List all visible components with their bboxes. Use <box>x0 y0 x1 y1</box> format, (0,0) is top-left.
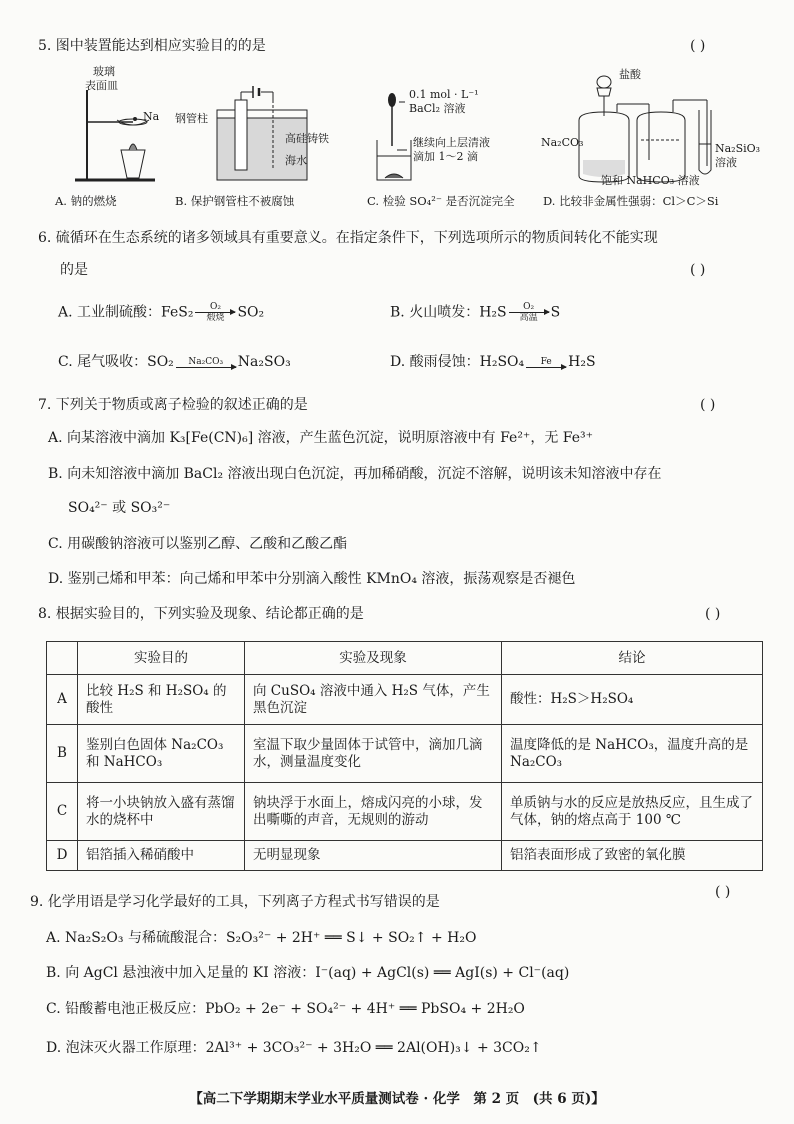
q9-option-c: C. 铅酸蓄电池正极反应：PbO₂ + 2e⁻ + SO₄²⁻ + 4H⁺ ══ PbSO₄ + 2H₂O <box>46 1001 525 1017</box>
table-header-empty <box>47 642 78 675</box>
arrow-right-icon <box>195 312 235 313</box>
q7-option-c: C. 用碳酸钠溶液可以鉴别乙醇、乙酸和乙酸乙酯 <box>48 536 348 552</box>
q9-option-d: D. 泡沫灭火器工作原理：2Al³⁺ + 3CO₃²⁻ + 3H₂O ══ 2Al(OH)₃↓ + 3CO₂↑ <box>46 1040 542 1056</box>
q9-option-b: B. 向 AgCl 悬浊液中加入足量的 KI 溶液：I⁻(aq) + AgCl(s) ══ AgI(s) + Cl⁻(aq) <box>46 965 570 981</box>
q6-d-reactant: D. 酸雨侵蚀：H₂SO₄ <box>390 354 525 370</box>
table-header-row <box>47 642 763 675</box>
row-id: C <box>47 783 78 841</box>
row-id: A <box>47 675 78 725</box>
page-footer: 【高二下学期期末学业水平质量测试卷 · 化学 第 2 页 (共 6 页)】 <box>189 1091 605 1107</box>
q6-b-product: S <box>550 304 561 321</box>
figure-c-label-bacl2: BaCl₂ 溶液 <box>409 102 466 115</box>
q6-a-condition-top: O₂ <box>209 302 221 312</box>
figure-b-label-steel-pipe: 钢管柱 <box>175 112 208 125</box>
q7-stem: 7. 下列关于物质或离子检验的叙述正确的是 <box>38 397 308 413</box>
figure-a-label-glass: 玻璃 <box>93 65 115 78</box>
q6-option-b <box>390 302 560 323</box>
row-id: D <box>47 841 78 871</box>
q7-option-b-line1: B. 向未知溶液中滴加 BaCl₂ 溶液出现白色沉淀，再加稀硝酸，沉淀不溶解，说明该未知溶液中存在 <box>48 466 662 482</box>
table-row <box>47 675 763 725</box>
figure-b-caption: B. 保护钢管柱不被腐蚀 <box>175 194 295 208</box>
q8-stem: 8. 根据实验目的，下列实验及现象、结论都正确的是 <box>38 606 364 622</box>
corrosion-protection-diagram <box>175 70 355 190</box>
q6-stem-line2: 的是 <box>60 262 88 278</box>
figure-a-label-na: Na <box>143 110 160 123</box>
row-id: B <box>47 725 78 783</box>
figure-d-label-solution: 溶液 <box>715 156 737 169</box>
row-purpose: 比较 H₂S 和 H₂SO₄ 的酸性 <box>78 675 245 725</box>
figure-d <box>541 68 761 220</box>
q8-experiment-table <box>46 641 763 871</box>
table-header-conclusion: 结论 <box>502 642 763 675</box>
q9-answer-paren: ( ) <box>715 884 731 900</box>
q6-c-reactant: C. 尾气吸收：SO₂ <box>58 354 174 370</box>
row-conclusion: 单质钠与水的反应是放热反应，且生成了气体，钠的熔点高于 100 ℃ <box>502 783 763 841</box>
figure-d-caption: D. 比较非金属性强弱：Cl＞C＞Si <box>543 194 719 208</box>
figure-c <box>367 70 547 220</box>
row-purpose: 将一小块钠放入盛有蒸馏水的烧杯中 <box>78 783 245 841</box>
table-header-purpose: 实验目的 <box>78 642 245 675</box>
figure-c-label-note2: 滴加 1～2 滴 <box>413 150 478 163</box>
q6-a-reactant: A. 工业制硫酸：FeS₂ <box>58 304 194 321</box>
row-conclusion: 铝箔表面形成了致密的氧化膜 <box>502 841 763 871</box>
figure-b-label-seawater: 海水 <box>285 154 307 167</box>
figure-d-label-na2co3: Na₂CO₃ <box>541 136 584 149</box>
nonmetal-comparison-diagram <box>549 70 759 190</box>
q7-option-d: D. 鉴别己烯和甲苯：向己烯和甲苯中分别滴入酸性 KMnO₄ 溶液，振荡观察是否褪色 <box>48 571 576 587</box>
q7-option-a: A. 向某溶液中滴加 K₃[Fe(CN)₆] 溶液，产生蓝色沉淀，说明原溶液中有 Fe²⁺，无 Fe³⁺ <box>48 430 594 446</box>
q8-answer-paren: ( ) <box>705 606 721 622</box>
q6-option-d <box>390 354 596 372</box>
q7-option-b-line2: SO₄²⁻ 或 SO₃²⁻ <box>68 500 171 516</box>
q7-answer-paren: ( ) <box>700 397 716 413</box>
figure-d-label-hcl: 盐酸 <box>619 68 641 81</box>
figure-c-caption: C. 检验 SO₄²⁻ 是否沉淀完全 <box>367 194 515 208</box>
figure-a <box>55 65 175 220</box>
row-phenomenon: 无明显现象 <box>245 841 502 871</box>
row-phenomenon: 室温下取少量固体于试管中，滴加几滴水，测量温度变化 <box>245 725 502 783</box>
q6-b-reactant: B. 火山喷发：H₂S <box>390 304 507 321</box>
arrow-right-icon <box>176 367 236 368</box>
q6-b-condition-top: O₂ <box>523 302 535 312</box>
figure-c-label-concentration: 0.1 mol · L⁻¹ <box>409 88 479 101</box>
q6-c-product: Na₂SO₃ <box>237 354 291 370</box>
q5-figures <box>55 65 761 220</box>
figure-d-label-na2sio3: Na₂SiO₃ <box>715 142 761 155</box>
arrow-right-icon <box>526 367 566 368</box>
q5-stem: 5. 图中装置能达到相应实验目的的是 <box>38 38 266 54</box>
figure-a-caption: A. 钠的燃烧 <box>55 194 117 208</box>
q9-stem: 9. 化学用语是学习化学最好的工具，下列离子方程式书写错误的是 <box>30 894 440 910</box>
arrow-right-icon <box>509 312 549 313</box>
row-purpose: 铝箔插入稀硝酸中 <box>78 841 245 871</box>
figure-c-label-note1: 继续向上层清液 <box>413 136 490 149</box>
q6-d-condition-top: Fe <box>540 356 552 367</box>
q6-d-product: H₂S <box>568 354 596 370</box>
figure-b <box>175 70 355 220</box>
q6-option-a <box>58 302 264 323</box>
row-phenomenon: 钠块浮于水面上，熔成闪亮的小球，发出嘶嘶的声音，无规则的游动 <box>245 783 502 841</box>
table-row <box>47 783 763 841</box>
row-conclusion: 温度降低的是 NaHCO₃，温度升高的是 Na₂CO₃ <box>502 725 763 783</box>
row-phenomenon: 向 CuSO₄ 溶液中通入 H₂S 气体，产生黑色沉淀 <box>245 675 502 725</box>
figure-a-label-watch-glass: 表面皿 <box>85 79 118 92</box>
q6-c-condition-top: Na₂CO₃ <box>188 356 224 367</box>
table-header-phenomenon: 实验及现象 <box>245 642 502 675</box>
q9-option-a: A. Na₂S₂O₃ 与稀硫酸混合：S₂O₃²⁻ + 2H⁺ ══ S↓ + SO₂↑ + H₂O <box>46 930 477 946</box>
q6-a-condition-bottom: 煅烧 <box>206 313 225 323</box>
q5-answer-paren: ( ) <box>690 38 706 54</box>
q6-a-product: SO₂ <box>237 304 265 321</box>
q6-c-arrow <box>176 357 236 368</box>
figure-b-label-high-silicon-iron: 高硅铸铁 <box>285 132 329 145</box>
q6-b-condition-bottom: 高温 <box>519 313 538 323</box>
q6-stem-line1: 6. 硫循环在生态系统的诸多领域具有重要意义。在指定条件下，下列选项所示的物质间转化不能实现 <box>38 230 658 246</box>
q6-b-arrow <box>509 302 549 323</box>
table-row <box>47 725 763 783</box>
figure-d-label-nahco3: 饱和 NaHCO₃ 溶液 <box>601 174 700 187</box>
q6-option-c <box>58 354 291 372</box>
q6-d-arrow <box>526 357 566 368</box>
table-row <box>47 841 763 871</box>
row-conclusion: 酸性：H₂S＞H₂SO₄ <box>502 675 763 725</box>
row-purpose: 鉴别白色固体 Na₂CO₃ 和 NaHCO₃ <box>78 725 245 783</box>
q6-a-arrow <box>195 302 235 323</box>
q6-answer-paren: ( ) <box>690 262 706 278</box>
